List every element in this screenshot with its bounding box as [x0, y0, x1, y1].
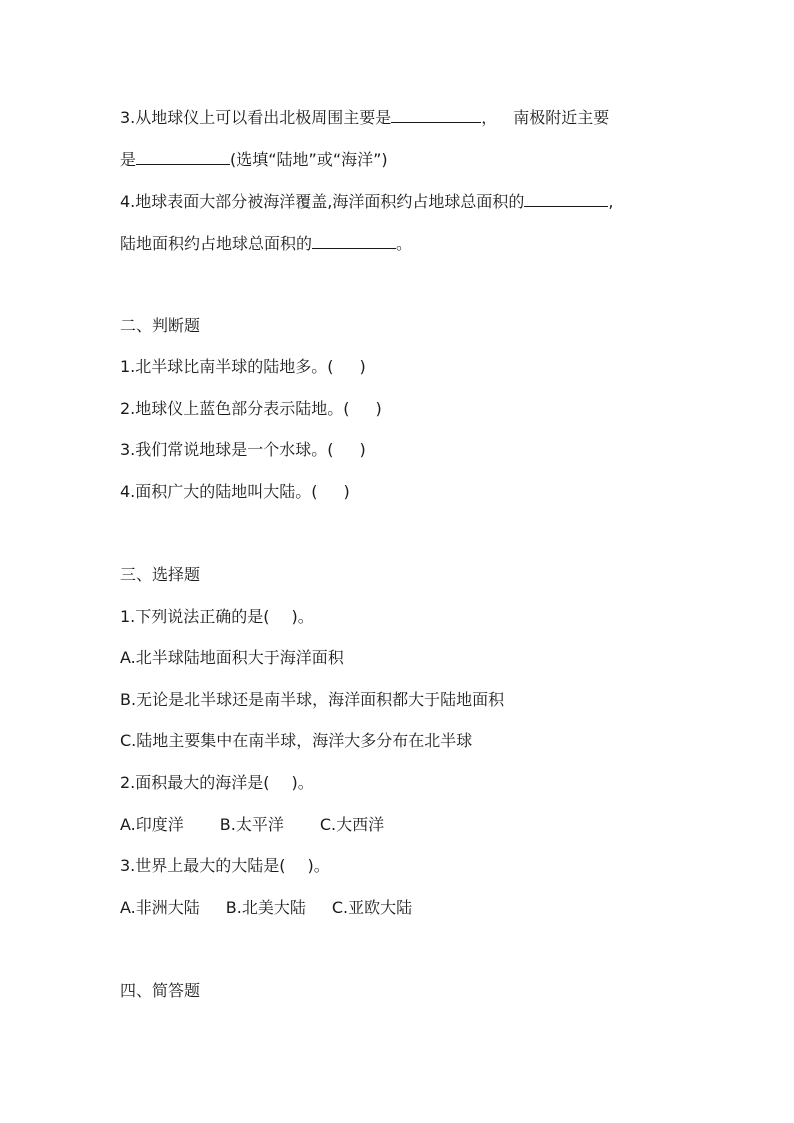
fill-in-q3-line2 — [120, 149, 388, 170]
true-false-item — [120, 440, 366, 460]
fill-in-q4-line1 — [120, 191, 613, 212]
q3-comma: ， — [481, 108, 498, 127]
choice-option: C.陆地主要集中在南半球，海洋大多分布在北半球 — [120, 731, 473, 750]
item-text: 1.北半球比南半球的陆地多。( — [120, 357, 334, 376]
q3-line2-start: 是 — [120, 150, 137, 169]
question-stem: 3.世界上最大的大陆是( — [120, 856, 286, 875]
q4-comma: , — [608, 192, 614, 211]
q3-hint: (选填“陆地”或“海洋”) — [230, 150, 388, 169]
item-text: 2.地球仪上蓝色部分表示陆地。( — [120, 399, 350, 418]
choice-question-2 — [120, 773, 314, 793]
section-heading-true-false: 二、判断题 — [120, 316, 201, 335]
question-stem: 1.下列说法正确的是( — [120, 607, 270, 626]
answer-blank — [391, 107, 481, 123]
answer-blank — [524, 191, 608, 207]
answer-blank — [136, 149, 230, 165]
item-close-paren: ) — [343, 482, 350, 501]
item-close-paren: ) — [375, 399, 382, 418]
choice-option: B.太平洋 — [219, 815, 284, 834]
choice-option: A.印度洋 — [120, 815, 184, 834]
item-text: 4.面积广大的陆地叫大陆。( — [120, 482, 318, 501]
q4-end: 。 — [396, 234, 413, 253]
choice-option: C.大西洋 — [319, 815, 385, 834]
choice-option: A.北半球陆地面积大于海洋面积 — [120, 648, 344, 667]
choice-option: A.非洲大陆 — [120, 898, 200, 917]
fill-in-q3-line1 — [120, 107, 609, 128]
q4-line2-text: 陆地面积约占地球总面积的 — [120, 234, 313, 253]
choice-option: C.亚欧大陆 — [331, 898, 413, 917]
section-heading-short-answer: 四、简答题 — [120, 981, 201, 1000]
choice-options-row — [120, 815, 384, 835]
item-close-paren: ) — [359, 357, 366, 376]
question-stem: 2.面积最大的海洋是( — [120, 773, 270, 792]
q3-text-part2: 南极附近主要 — [513, 108, 610, 127]
choice-question-1 — [120, 607, 314, 627]
question-close: )。 — [291, 607, 314, 626]
choice-question-3 — [120, 856, 330, 876]
item-close-paren: ) — [359, 440, 366, 459]
question-close: )。 — [307, 856, 330, 875]
fill-in-q4-line2 — [120, 233, 412, 254]
q3-text-part1: 3.从地球仪上可以看出北极周围主要是 — [120, 108, 392, 127]
section-heading-multiple-choice: 三、选择题 — [120, 565, 201, 584]
choice-options-row — [120, 898, 412, 918]
item-text: 3.我们常说地球是一个水球。( — [120, 440, 334, 459]
true-false-item — [120, 357, 366, 377]
answer-blank — [312, 233, 396, 249]
choice-option: B.无论是北半球还是南半球，海洋面积都大于陆地面积 — [120, 690, 505, 709]
choice-option: B.北美大陆 — [225, 898, 306, 917]
q4-text-part1: 4.地球表面大部分被海洋覆盖,海洋面积约占地球总面积的 — [120, 192, 525, 211]
question-close: )。 — [291, 773, 314, 792]
true-false-item — [120, 399, 382, 419]
true-false-item — [120, 482, 350, 502]
